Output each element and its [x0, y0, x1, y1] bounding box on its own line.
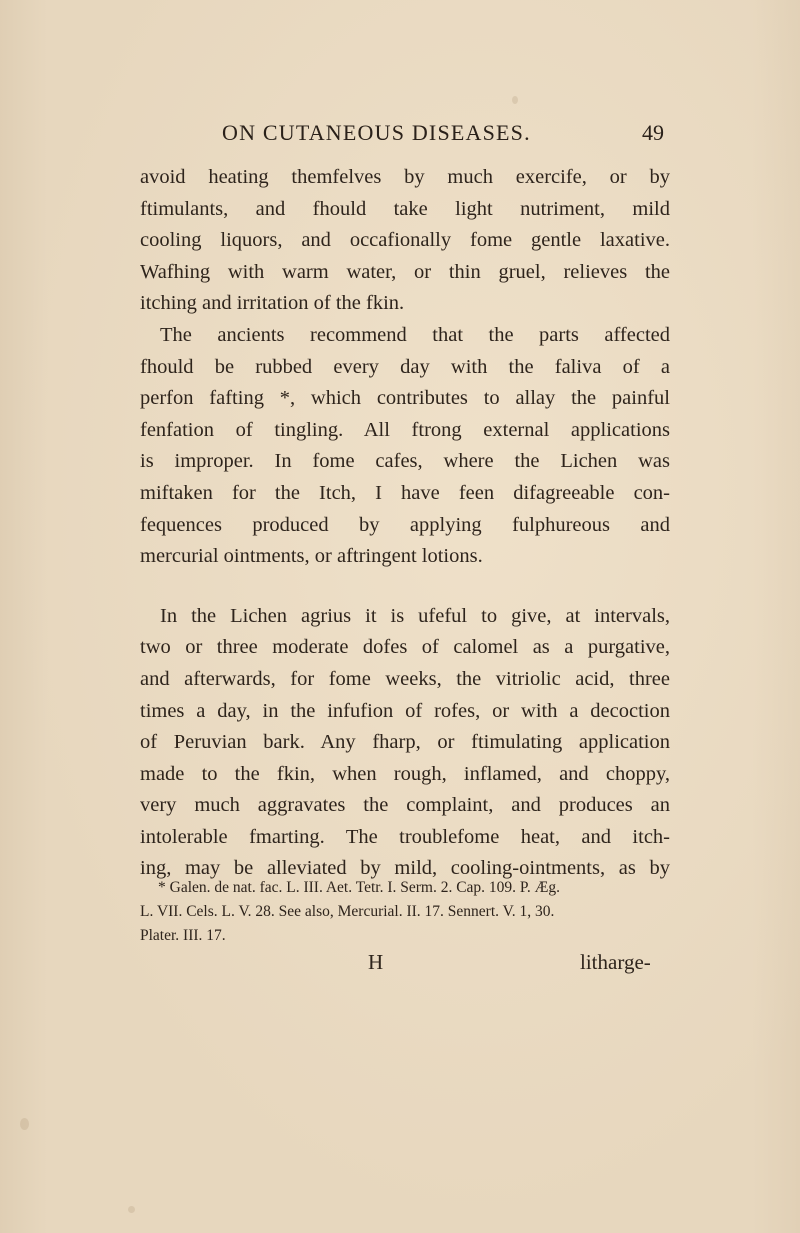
page-header	[0, 118, 800, 152]
footnote-line: L. VII. Cels. L. V. 28. See also, Mercurial. II. 17. Sennert. V. 1, 30.	[140, 903, 555, 920]
running-head: ON CUTANEOUS DISEASES.	[222, 120, 531, 145]
signature-mark: H	[368, 950, 384, 974]
text-line: ing, may be alleviated by mild, cooling-ointments, as by	[140, 857, 670, 880]
footnote	[140, 876, 675, 948]
text-line: fequences produced by applying fulphureous and	[140, 513, 670, 536]
text-line: cooling liquors, and occafionally fome gentle laxative.	[140, 229, 670, 252]
text-line: fenfation of tingling. All ftrong external applications	[140, 418, 670, 441]
footnote-line: * Galen. de nat. fac. L. III. Aet. Tetr. I. Serm. 2. Cap. 109. P. Æg.	[158, 879, 560, 896]
text-line: avoid heating themfelves by much exercife, or by	[140, 166, 670, 188]
text-line: In the Lichen agrius it is ufeful to give, at intervals,	[160, 604, 670, 627]
paper-stain	[512, 96, 518, 104]
paragraph	[140, 601, 670, 885]
body-text	[140, 162, 670, 885]
text-line: fhould be rubbed every day with the faliva of a	[140, 355, 670, 378]
text-line: The ancients recommend that the parts affected	[160, 323, 670, 346]
text-line: and afterwards, for fome weeks, the vitriolic acid, three	[140, 667, 670, 690]
text-line: Wafhing with warm water, or thin gruel, relieves the	[140, 260, 670, 283]
catchword: litharge-	[580, 950, 651, 974]
text-line: made to the fkin, when rough, inflamed, and choppy,	[140, 762, 670, 785]
page-footer	[0, 950, 800, 980]
text-line: perfon fafting *, which contributes to allay the painful	[140, 387, 670, 410]
text-line: ftimulants, and fhould take light nutriment, mild	[140, 197, 670, 220]
text-line: times a day, in the infufion of rofes, or with a decoction	[140, 699, 670, 722]
text-line: itching and irritation of the fkin.	[140, 292, 405, 315]
text-line: of Peruvian bark. Any fharp, or ftimulating application	[140, 731, 670, 754]
paragraph	[140, 162, 670, 320]
paragraph	[140, 320, 670, 573]
paper-stain	[128, 1206, 135, 1213]
text-line: intolerable fmarting. The troublefome heat, and itch-	[140, 825, 670, 848]
text-line: two or three moderate dofes of calomel as a purgative,	[140, 636, 670, 659]
text-line: miftaken for the Itch, I have feen difagreeable con-	[140, 481, 670, 504]
text-line: is improper. In fome cafes, where the Lichen was	[140, 450, 670, 473]
page-number: 49	[642, 120, 664, 145]
footnote-line: Plater. III. 17.	[140, 927, 226, 944]
text-line: mercurial ointments, or aftringent lotions.	[140, 545, 483, 568]
text-line: very much aggravates the complaint, and produces an	[140, 794, 670, 817]
paper-stain	[20, 1118, 29, 1130]
